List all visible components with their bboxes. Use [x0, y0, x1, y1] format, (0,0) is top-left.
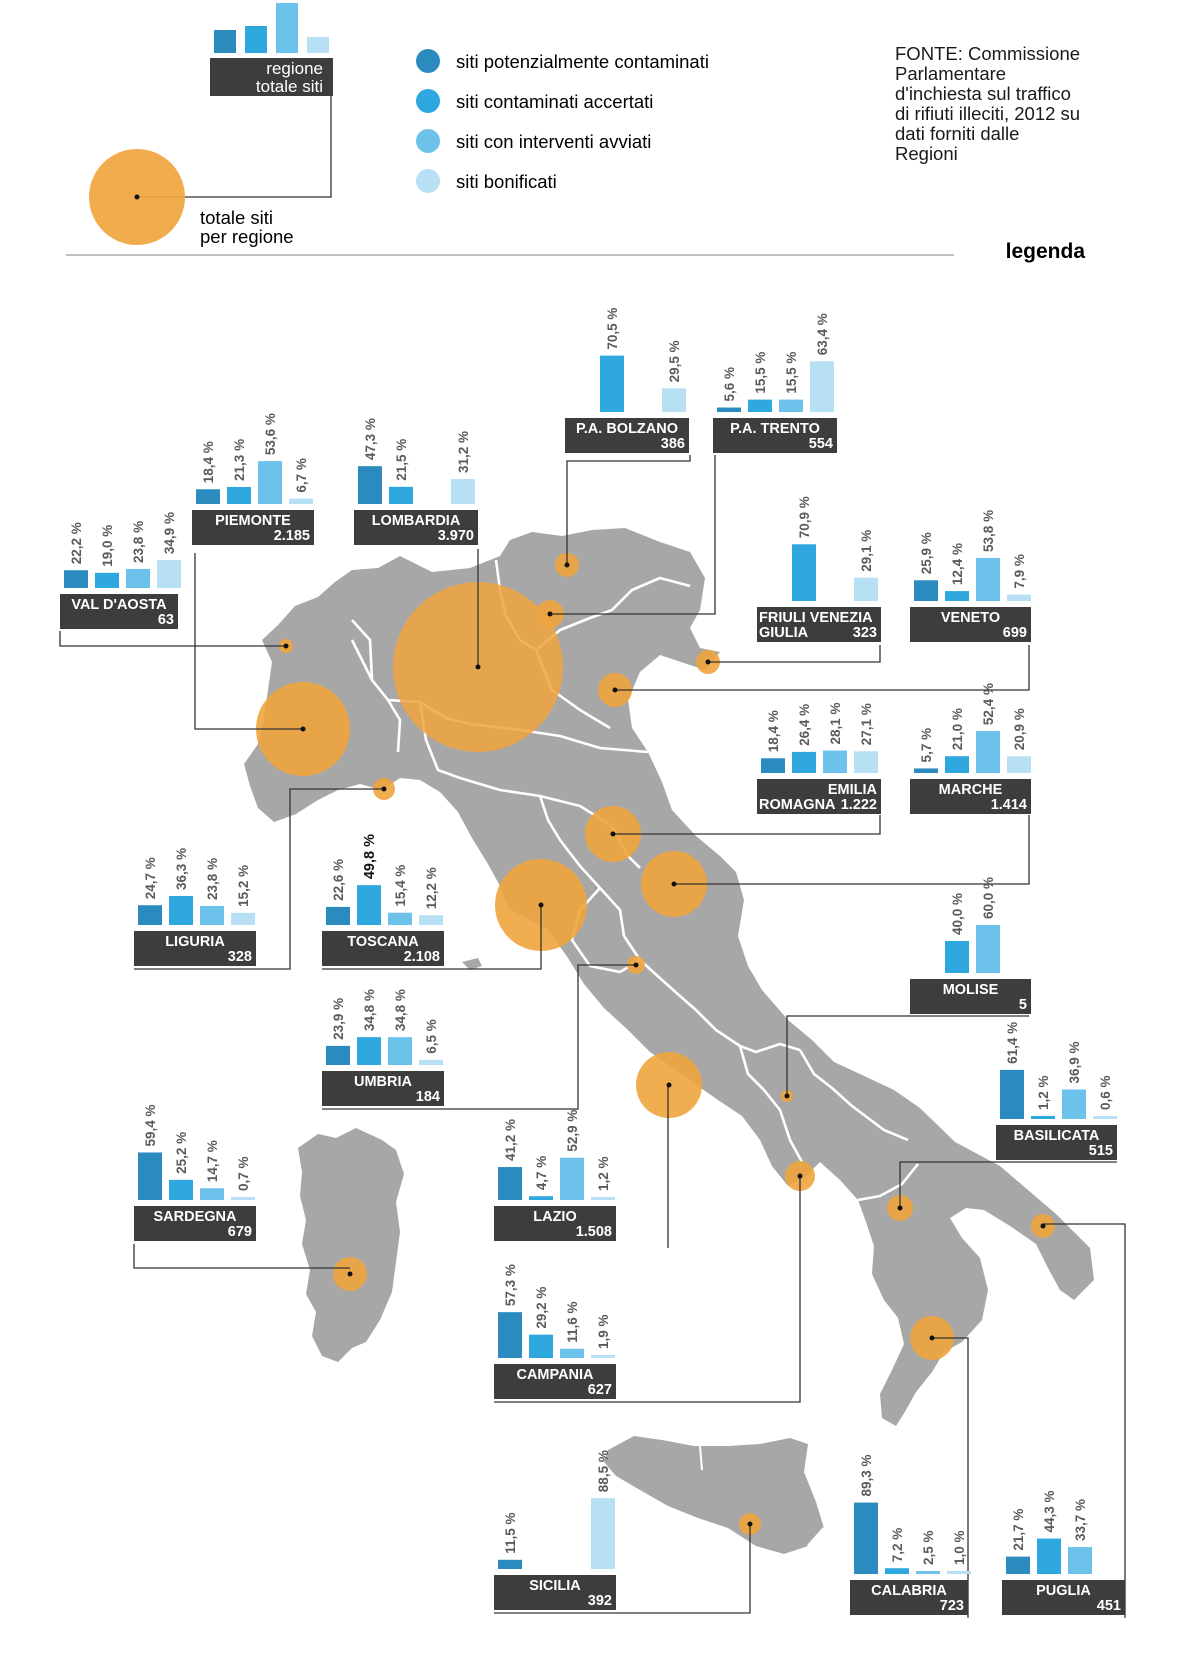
bar-value-label: 70,9 % [797, 496, 812, 539]
bar-value-label: 1,2 % [596, 1156, 611, 1191]
bar [358, 466, 382, 504]
bar-value-label: 7,2 % [890, 1527, 905, 1563]
bar-value-label: 34,9 % [162, 512, 177, 555]
bar-value-label: 0,7 % [236, 1156, 251, 1191]
bar [591, 1498, 615, 1569]
region-name: P.A. BOLZANO [575, 421, 679, 437]
legend-bubble-dot [135, 195, 140, 200]
legend-bar-4 [307, 37, 329, 53]
bar [231, 1197, 255, 1200]
region-name: LAZIO [533, 1209, 577, 1225]
region-chart-17 [494, 1264, 616, 1399]
bar [591, 1197, 615, 1200]
bar [854, 1503, 878, 1574]
bar [529, 1196, 553, 1200]
bar [357, 1037, 381, 1065]
bar [326, 907, 350, 925]
region-name: PIEMONTE [215, 513, 291, 529]
bar [529, 1335, 553, 1358]
bubble-anchor-dot [476, 665, 481, 670]
bar-value-label: 44,3 % [1042, 1490, 1057, 1533]
bubble-anchor-dot [613, 688, 618, 693]
region-name-2: ROMAGNA [759, 797, 836, 813]
bar [885, 1568, 909, 1574]
bar-value-label: 5,6 % [722, 366, 737, 402]
bar [451, 479, 475, 504]
bar [1093, 1116, 1117, 1119]
region-total: 699 [1002, 625, 1027, 641]
bar-value-label: 6,7 % [294, 458, 309, 493]
source-line-4: di rifiuti illeciti, 2012 su [895, 103, 1081, 124]
bar-value-label: 61,4 % [1005, 1021, 1020, 1064]
region-chart-6 [757, 496, 881, 642]
bar-value-label: 26,4 % [797, 703, 812, 746]
bar-value-label: 18,4 % [766, 710, 781, 753]
bar-value-label: 33,7 % [1073, 1499, 1088, 1542]
bar [976, 925, 1000, 973]
bar-value-label: 31,2 % [456, 431, 471, 474]
bar-value-label: 19,0 % [100, 524, 115, 567]
region-chart-10 [134, 848, 256, 966]
region-total: 5 [1018, 997, 1027, 1013]
bar [138, 1152, 162, 1200]
bar-value-label: 1,2 % [1036, 1075, 1051, 1110]
bar-value-label: 22,2 % [69, 522, 84, 565]
region-total: 554 [808, 436, 833, 452]
region-name: P.A. TRENTO [730, 421, 820, 437]
bubble-anchor-dot [301, 727, 306, 732]
region-name: CALABRIA [871, 1583, 947, 1599]
region-chart-19 [850, 1455, 971, 1615]
bar-value-label: 21,7 % [1011, 1508, 1026, 1551]
bar [854, 751, 878, 773]
bar-value-label: 5,7 % [919, 727, 934, 763]
region-total: 451 [1096, 1598, 1121, 1614]
region-chart-14 [996, 1022, 1117, 1160]
bubble-anchor-dot [706, 660, 711, 665]
bar-value-label: 23,8 % [131, 520, 146, 563]
bar [157, 560, 181, 588]
bar [792, 544, 816, 601]
bar-value-label: 88,5 % [596, 1450, 611, 1493]
legend-bar-1 [214, 30, 236, 53]
bar-value-label: 12,4 % [950, 543, 965, 586]
bar-value-label: 15,4 % [393, 864, 408, 907]
region-name: SICILIA [529, 1578, 581, 1594]
bar-value-label: 41,2 % [503, 1119, 518, 1162]
leader-friuli [708, 645, 880, 662]
region-name: MARCHE [938, 782, 1003, 798]
bar [945, 941, 969, 973]
region-name: MOLISE [942, 982, 999, 998]
bar-value-label: 20,9 % [1012, 708, 1027, 751]
bar [916, 1571, 940, 1574]
elba-island [462, 958, 482, 970]
bubble-anchor-dot [548, 612, 553, 617]
region-total: 323 [852, 625, 877, 641]
bar [560, 1158, 584, 1200]
region-chart-12 [910, 877, 1031, 1014]
legend-circle-line2: per regione [200, 226, 294, 247]
bar [1037, 1539, 1061, 1574]
bar [126, 569, 150, 588]
bubble-anchor-dot [348, 1272, 353, 1277]
source-line-2: Parlamentare [895, 63, 1007, 84]
region-total: 2.185 [273, 528, 310, 544]
sardinia [298, 1128, 404, 1362]
bar [357, 885, 381, 925]
bubble-anchor-dot [565, 563, 570, 568]
region-chart-15 [134, 1104, 256, 1241]
bar [196, 489, 220, 504]
bubble-anchor-dot [382, 787, 387, 792]
bar [169, 896, 193, 925]
bar [231, 913, 255, 925]
bar-value-label: 11,6 % [565, 1301, 580, 1343]
bubble-anchor-dot [634, 963, 639, 968]
bar [498, 1560, 522, 1569]
region-name: EMILIA [827, 782, 877, 798]
legend-item-3: siti con interventi avviati [456, 131, 652, 152]
leader-valdaosta [60, 631, 286, 646]
legend-item-2: siti contaminati accertati [456, 91, 654, 112]
bar-value-label: 11,5 % [503, 1512, 518, 1554]
bar [945, 591, 969, 601]
bar-value-label: 0,6 % [1098, 1075, 1113, 1110]
bubble-anchor-dot [284, 644, 289, 649]
bar-value-label: 63,4 % [815, 313, 830, 356]
bar-value-label: 15,5 % [784, 351, 799, 394]
bubble-anchor-dot [898, 1206, 903, 1211]
legend-swatch-4 [416, 169, 440, 193]
bar-value-label: 47,3 % [363, 418, 378, 461]
bar [1031, 1116, 1055, 1119]
bar [200, 906, 224, 925]
region-name: BASILICATA [1013, 1128, 1100, 1144]
bar [227, 487, 251, 504]
bar [1007, 756, 1031, 773]
region-chart-2 [192, 413, 314, 545]
region-name: PUGLIA [1036, 1583, 1091, 1599]
bar [662, 388, 686, 412]
bar [388, 1037, 412, 1065]
legend-swatch-2 [416, 89, 440, 113]
bar-value-label: 23,8 % [205, 857, 220, 900]
legend-heading: legenda [1005, 240, 1085, 263]
legend-bar-2 [245, 26, 267, 53]
bar [388, 913, 412, 925]
bar [1007, 595, 1031, 601]
region-total: 392 [587, 1593, 612, 1609]
bar [914, 580, 938, 601]
region-total: 2.108 [403, 949, 440, 965]
region-name: VAL D'AOSTA [71, 597, 167, 613]
region-name: VENETO [940, 610, 1001, 626]
bar-value-label: 57,3 % [503, 1264, 518, 1307]
region-name: LOMBARDIA [371, 513, 461, 529]
bubble-anchor-dot [1041, 1224, 1046, 1229]
bar-value-label: 7,9 % [1012, 554, 1027, 589]
sicily [604, 1436, 824, 1554]
bar-value-label: 25,2 % [174, 1131, 189, 1174]
bar [498, 1167, 522, 1200]
region-chart-3 [354, 418, 478, 545]
bar [823, 751, 847, 773]
bar-value-label: 1,9 % [596, 1314, 611, 1349]
leader-calabria [932, 1338, 968, 1618]
bar-value-label: 25,9 % [919, 532, 934, 575]
bar [169, 1180, 193, 1200]
bar-value-label: 22,6 % [331, 858, 346, 901]
region-name: SARDEGNA [153, 1209, 237, 1225]
bubble-anchor-dot [748, 1522, 753, 1527]
bubble-anchor-dot [930, 1336, 935, 1341]
region-name: CAMPANIA [516, 1367, 594, 1383]
bar [591, 1355, 615, 1358]
bar-value-label: 6,5 % [424, 1019, 439, 1054]
bar-value-label: 28,1 % [828, 702, 843, 745]
region-chart-7 [910, 510, 1031, 642]
bar [914, 768, 938, 773]
bar [200, 1188, 224, 1200]
source-note [895, 44, 1080, 164]
bar [947, 1571, 971, 1574]
legend-item-1: siti potenzialmente contaminati [456, 51, 709, 72]
bar [138, 905, 162, 925]
bar-value-label: 15,5 % [753, 351, 768, 394]
bar [419, 1060, 443, 1065]
bar [389, 487, 413, 504]
bar [95, 573, 119, 588]
bar [854, 578, 878, 601]
region-total: 386 [660, 436, 685, 452]
bar-value-label: 89,3 % [859, 1454, 874, 1497]
legend-swatch-1 [416, 49, 440, 73]
bubble-anchor-dot [611, 832, 616, 837]
bar-value-label: 34,8 % [362, 989, 377, 1032]
bar-value-label: 60,0 % [981, 876, 996, 919]
bar [419, 915, 443, 925]
bar [498, 1312, 522, 1358]
bar-value-label: 52,9 % [565, 1109, 580, 1152]
bar [1000, 1070, 1024, 1119]
bar [64, 570, 88, 588]
bar-value-label: 34,8 % [393, 989, 408, 1032]
region-total: 1.414 [990, 797, 1027, 813]
region-chart-1 [60, 512, 181, 629]
region-total: 723 [939, 1598, 964, 1614]
bar-value-label: 36,9 % [1067, 1041, 1082, 1084]
legend-item-4: siti bonificati [456, 171, 557, 192]
source-line-6: Regioni [895, 143, 958, 164]
region-chart-4 [565, 308, 689, 453]
bar [810, 361, 834, 412]
region-total: 1.508 [575, 1224, 612, 1240]
bar-value-label: 52,4 % [981, 683, 996, 726]
bar [761, 758, 785, 773]
bar [748, 400, 772, 412]
bar-value-label: 4,7 % [534, 1155, 549, 1191]
bar-value-label: 21,0 % [950, 708, 965, 751]
region-total: 328 [227, 949, 252, 965]
region-total: 679 [227, 1224, 252, 1240]
bar-value-label: 18,4 % [201, 441, 216, 484]
bar-value-label: 21,3 % [232, 438, 247, 481]
region-total: 63 [157, 612, 174, 628]
bar [560, 1349, 584, 1358]
region-name: FRIULI VENEZIA [759, 610, 873, 626]
legend-box-line2: totale siti [255, 77, 323, 96]
region-chart-18 [494, 1450, 616, 1610]
legend-circle-line1: totale siti [200, 207, 274, 228]
region-total: 627 [587, 1382, 612, 1398]
bar-value-label: 29,5 % [667, 340, 682, 383]
region-name: TOSCANA [347, 934, 419, 950]
region-name: UMBRIA [354, 1074, 412, 1090]
legend-box-line1: regione [266, 59, 323, 78]
region-chart-16 [494, 1110, 616, 1241]
region-chart-13 [322, 989, 444, 1106]
bar-value-label: 15,2 % [236, 864, 251, 907]
bar [600, 356, 624, 412]
bubble-anchor-dot [539, 903, 544, 908]
source-line-5: dati forniti dalle [895, 123, 1020, 144]
bar [1062, 1089, 1086, 1119]
bar-value-label: 21,5 % [394, 438, 409, 481]
bar [779, 400, 803, 412]
bubble-anchor-dot [798, 1174, 803, 1179]
bar [1068, 1547, 1092, 1574]
bar [1006, 1557, 1030, 1574]
bar [945, 756, 969, 773]
bar-value-label: 2,5 % [921, 1530, 936, 1565]
region-chart-9 [910, 683, 1031, 814]
bar-value-label: 29,2 % [534, 1286, 549, 1329]
bar-value-label: 12,2 % [424, 867, 439, 910]
bar-value-label: 14,7 % [205, 1140, 220, 1183]
legend-bar-3 [276, 3, 298, 53]
bar-value-label: 24,7 % [143, 857, 158, 900]
legend-swatch-3 [416, 129, 440, 153]
bar-value-label: 40,0 % [950, 892, 965, 935]
bar-value-label: 70,5 % [605, 307, 620, 350]
bar [976, 558, 1000, 601]
region-total: 184 [415, 1089, 440, 1105]
bar-value-label: 53,8 % [981, 509, 996, 552]
bar-value-label: 1,0 % [952, 1530, 967, 1565]
region-name: LIGURIA [165, 934, 225, 950]
region-total: 3.970 [437, 528, 474, 544]
region-chart-5 [713, 313, 837, 453]
bar-value-label: 59,4 % [143, 1104, 158, 1147]
bar [792, 752, 816, 773]
bar [326, 1046, 350, 1065]
bubble-anchor-dot [672, 882, 677, 887]
bar-value-label: 36,3 % [174, 847, 189, 890]
region-name-2: GIULIA [759, 625, 809, 641]
bar [976, 731, 1000, 773]
source-line-3: d'inchiesta sul traffico [895, 83, 1071, 104]
bubble-anchor-dot [667, 1083, 672, 1088]
bubble-anchor-dot [785, 1094, 790, 1099]
bar [258, 461, 282, 504]
bar-value-label: 27,1 % [859, 703, 874, 746]
bar [289, 499, 313, 504]
region-total: 1.222 [840, 797, 877, 813]
bar-value-label: 49,8 % [362, 834, 378, 880]
bar-value-label: 53,6 % [263, 413, 278, 456]
bar [717, 408, 741, 412]
source-line-1: FONTE: Commissione [895, 43, 1081, 64]
region-chart-8 [757, 702, 881, 814]
bar-value-label: 29,1 % [859, 529, 874, 572]
region-chart-11 [322, 834, 444, 966]
region-chart-20 [1002, 1491, 1125, 1615]
bar-value-label: 23,9 % [331, 997, 346, 1040]
region-total: 515 [1088, 1143, 1113, 1159]
